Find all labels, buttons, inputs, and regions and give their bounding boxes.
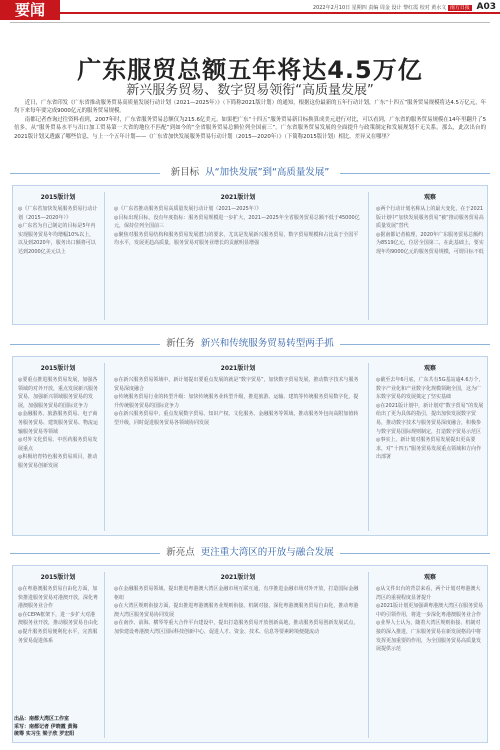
- column-text: ◎据南都记者梳理，2020年广东服务贸易总额约为8519亿元，位居全国第二，在此基础上，要实现年均9000亿元的服务贸易规模，可谓目标不低: [376, 231, 484, 255]
- column-observation: [371, 186, 489, 257]
- column-text: ◎提升服务贸易便利化水平，完善服务贸易促进体系: [18, 628, 98, 644]
- column-2015: [13, 357, 103, 471]
- page-number: A03: [476, 2, 496, 12]
- column-title: 2015版计划: [40, 574, 76, 581]
- column-text: ◎要重点推进服务贸易发展，加强各领域的对外开放，重点发展新兴服务贸易，加强新兴领域服务贸易的发展，加强服务贸易的国际竞争力: [18, 377, 99, 409]
- column-text: ◎事实上，新计划对服务贸易发展提出更高要求，对“十四五”服务贸易发展重点领域和方向作出部署: [376, 437, 482, 461]
- section-heading: [10, 337, 490, 351]
- column-title: 2021版计划: [220, 574, 256, 581]
- section-heading: [10, 166, 490, 180]
- column-title: 观察: [423, 365, 436, 372]
- column-text: ◎业界人士认为，随着大湾区规则衔接、机制对接的深入推进，广东服务贸易在新发展格局中将发挥更加重要的作用，为全国服务贸易高质量发展提供示范: [376, 620, 482, 653]
- column-title: 2015版计划: [40, 365, 76, 372]
- column-text: ◎目标出现目标，没有年度指标：服务贸易规模进一步扩大，2021—2025年全省服务贸易总额不低于45000亿元，保持位列全国前三: [114, 214, 360, 230]
- column-observation: [371, 357, 489, 462]
- column-text: ◎在新兴服务贸易领域中，新计划提出要重点发展的就是“数字贸易”，加快数字贸易发展，推动数字技术与服务贸易深度融合: [114, 377, 359, 392]
- headline: 广东服贸总额五年将达4.5万亿: [77, 56, 423, 84]
- column-text: ◎金融服务、旅游服务贸易、电子商务服务贸易、建筑服务贸易、物流运输服务贸易等领域: [18, 411, 99, 435]
- column-text: ◎两个行动计划名称从上的最大变化，在于2021版计划中“加快发展服务贸易”被“推动服务贸易高质量发展”替代: [376, 206, 484, 230]
- column-2021: [109, 566, 367, 637]
- column-title: 观察: [423, 194, 436, 201]
- column-2015: [13, 186, 103, 257]
- column-text: ◎从文件出台的背景来看，两个计划对粤港澳大湾区的重视程度显著提升: [376, 586, 481, 601]
- section-kicker: 新目标: [170, 167, 200, 178]
- header-divider: [10, 22, 490, 23]
- section-label: 要闻: [0, 0, 60, 20]
- column-text: ◎聚焦对服务贸易结构和服务贸易发展潜力的要求，尤其是发展新兴服务贸易，数字贸易规模和占比高于全国平均水平，发展更趋高质量，服务贸易对服务业增长的贡献明显增强: [114, 231, 359, 247]
- column-text: ◎积极培育特色服务贸易项目，推动服务贸易创新发展: [18, 454, 98, 469]
- byline-line: 统筹 实习生 梁子欣 罗宏阳: [14, 731, 75, 737]
- column-2015: [13, 566, 103, 645]
- column-text: ◎《广东省加快发展服务贸易行动计划（2015—2020年）》: [18, 206, 98, 221]
- section-heading: [10, 546, 490, 560]
- column-text: ◎在粤港澳服务贸易自由化方面，加快推进服务贸易对港澳开放，深化粤港澳服务业合作: [18, 586, 99, 610]
- column-text: ◎在CEPA框架下，进一步扩大对港澳服务业开放，推动服务贸易自由化: [18, 611, 99, 627]
- byline-line: 采写：南都记者 伊晓霞 黄海: [14, 723, 78, 730]
- lead-paragraph: 南都记者查询过往资料看到，2007年时，广东省服务贸易总额仅为215.6亿美元。如果把广东“十四五”服务贸易新目标换算成美元进行对比，可以看到，广东省的服务贸易规模在14年里翻升了5倍多，从“服务贸易水平与出口加工贸易第一大省的地位不匹配”到如今的“全省服务贸易总额位列全国前三”。广东省服务贸易发展的全面提升与政策制定和发展规划不无关系。那么，此次出台的2021版计划又透露了哪些信息，与上一个五年计划——《广东省加快发展服务贸易行动计划（2015—2020年）》（下简称2015版计划）相比，差异又在哪里？: [14, 116, 486, 140]
- column-title: 观察: [423, 574, 436, 581]
- column-title: 2015版计划: [40, 194, 76, 201]
- column-2021: [109, 357, 367, 428]
- column-2021: [109, 186, 367, 248]
- column-text: ◎在金融服务贸易领域，提出推进粤港澳大湾区金融市场互联互通，有序推进金融市场对外开放，打造国际金融枢纽: [114, 586, 359, 601]
- dateline: [313, 2, 496, 12]
- column-title: 2021版计划: [220, 365, 256, 372]
- section-kicker: 新亮点: [166, 547, 195, 558]
- byline-line: 出品：南都大湾区工作室: [14, 716, 70, 722]
- column-observation: [371, 566, 489, 654]
- subheadline: 新兴服务贸易、数字贸易领衔“高质量发展”: [126, 83, 374, 98]
- lead-paragraph: 近日，广东省印发《广东省推动服务贸易高质量发展行动计划（2021—2025年）》（下简称2021版计划）的通知，根据这份最新的五年行动计划，广东“十四五”服务贸易规模将达4.5万亿元，年均下来每年要完成9000亿元的服务贸易规模。: [14, 100, 486, 115]
- section-title: 从“加快发展”到“高质量发展”: [205, 167, 330, 178]
- section-title: 更注重大湾区的开放与融合发展: [200, 547, 334, 558]
- byline: [14, 716, 77, 739]
- page-header: [0, 0, 500, 21]
- header-rule: [60, 12, 500, 14]
- column-text: ◎截至去年6月底，广东共有5G基站逾4.6万个，数字产业化和产业数字化规模领跑全国，这为广东数字贸易的发展奠定了坚实基础: [376, 377, 484, 401]
- comparison-panel: [12, 565, 488, 743]
- section-title: 新兴和传统服务贸易转型两手抓: [200, 338, 334, 349]
- comparison-panel: [12, 185, 488, 325]
- column-text: ◎传统服务贸易行业的转型升级：加快传统服务业转型升级，推进旅游、运输、建筑等传统服务贸易数字化，提升传统服务贸易的国际竞争力: [114, 394, 359, 409]
- edition-badge: 南方日报: [449, 5, 470, 11]
- column-text: ◎在大湾区规则衔接方面，提出推进粤港澳服务业规则衔接、机制对接，深化粤港澳服务贸易自由化，推动粤港澳大湾区服务贸易协同发展: [114, 603, 359, 618]
- column-text: ◎对外文化贸易、中医药服务贸易发展重点: [18, 437, 98, 452]
- dateline-text: 2022年2月10日 星期四 责编 周金 设计 黎红霞 校对 黄水文: [312, 5, 447, 11]
- column-text: ◎在2021版计划中，新计划对“数字贸易”的发展给出了更为具体的指引，提出加快发展数字贸易，推动数字技术与服务贸易深度融合，积极参与数字贸易国际规则制定，打造数字贸易示范区: [376, 402, 484, 435]
- lead-paragraphs: [14, 99, 486, 141]
- column-text: ◎广东省为自己制定的目标是5年内实现服务贸易年均增幅10%以上，以及到2020年，服务出口额将可以达到2000亿美元以上: [18, 223, 96, 255]
- column-text: ◎在南沙、前海、横琴等重大合作平台建设中，提出打造服务贸易开放创新高地，推动服务贸易创新发展试点，加快建设粤港澳大湾区国际科技创新中心，促进人才、资金、技术、信息等要素跨境便捷流动: [114, 620, 359, 635]
- column-title: 2021版计划: [220, 194, 256, 201]
- section-kicker: 新任务: [166, 338, 195, 349]
- comparison-panel: [12, 356, 488, 536]
- column-text: ◎在新兴服务贸易中，重点发展数字贸易、知识产权、文化服务、金融服务等领域，推动服务外包向高附加值转型升级，同时促进服务贸易各领域协同发展: [114, 411, 359, 426]
- column-text: ◎2021版计划更加强调粤港澳大湾区在服务贸易中的引领作用，将进一步深化粤港澳服务业合作: [376, 603, 484, 618]
- column-text: ◎《广东省推动服务贸易高质量发展行动计划（2021—2025年）》: [114, 206, 262, 212]
